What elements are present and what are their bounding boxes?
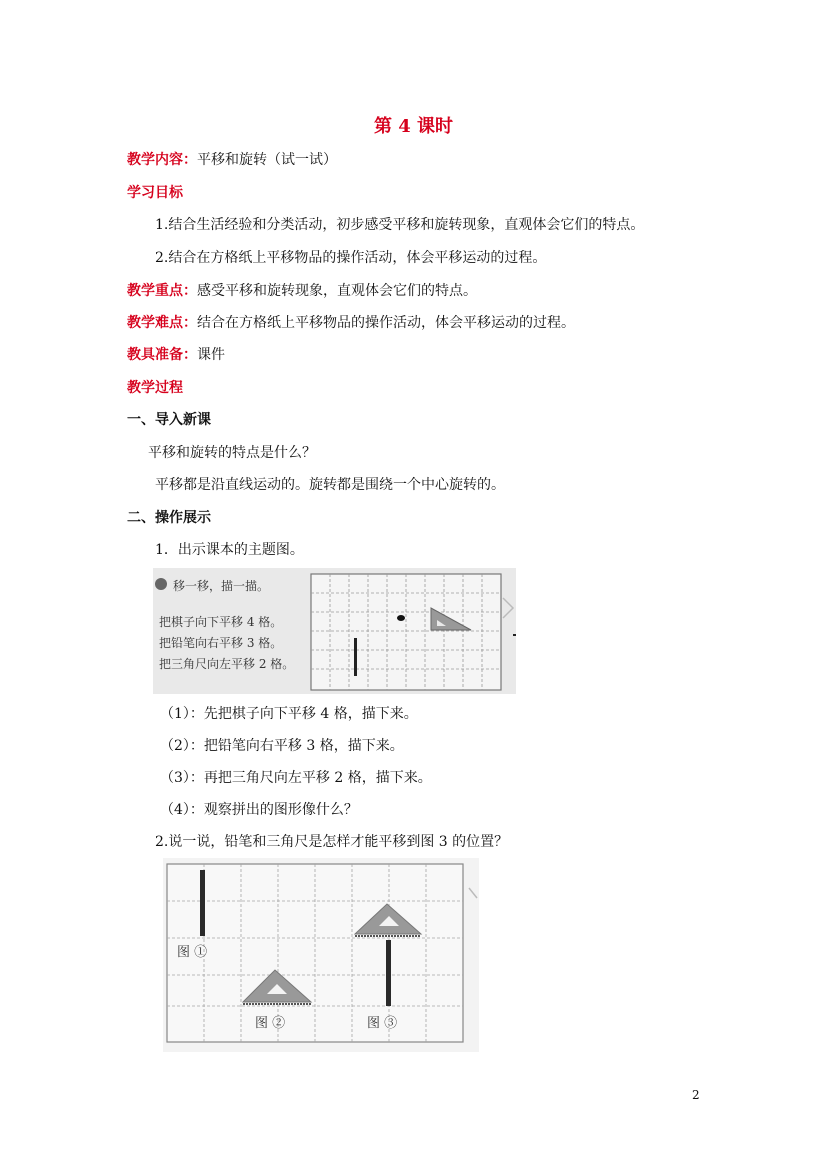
tools-label: 教具准备：: [127, 347, 197, 363]
lesson-title: 第 4 课时: [373, 116, 454, 137]
figure1-line-2: 把铅笔向右平移 3 格。: [159, 636, 283, 650]
figure1-header: 移一移，描一描。: [173, 579, 270, 593]
figure2-label-3: 图 ③: [367, 1016, 398, 1031]
key-point-text: 感受平移和旋转现象，直观体会它们的特点。: [197, 283, 477, 299]
figure2-label-2: 图 ②: [255, 1016, 286, 1031]
objective-item-2: 2.结合在方格纸上平移物品的操作活动，体会平移运动的过程。: [155, 250, 547, 266]
figure1-line-3: 把三角尺向左平移 2 格。: [159, 657, 295, 671]
content-row: [127, 150, 337, 170]
objectives-heading: 学习目标: [127, 185, 183, 201]
pencil-icon: [200, 870, 205, 936]
figure2-illustration: [163, 858, 479, 1052]
pencil-icon: [354, 638, 357, 676]
subitem-2: （2）：把铅笔向右平移 3 格，描下来。: [160, 738, 404, 754]
content-label: 教学内容：: [127, 152, 197, 168]
figure1-line-1: 把棋子向下平移 4 格。: [159, 615, 283, 629]
process-heading: 教学过程: [127, 380, 183, 396]
subitem-4: （4）：观察拼出的图形像什么？: [160, 802, 358, 818]
difficulty-text: 结合在方格纸上平移物品的操作活动，体会平移运动的过程。: [197, 315, 575, 331]
difficulty-label: 教学难点：: [127, 315, 197, 331]
tools-text: 课件: [197, 347, 225, 363]
section2-heading: 二、操作展示: [127, 510, 211, 526]
objective-item-1: 1.结合生活经验和分类活动，初步感受平移和旋转现象，直观体会它们的特点。: [155, 217, 645, 233]
pencil-icon: [386, 940, 391, 1006]
section2-step1: 1．出示课本的主题图。: [155, 542, 304, 558]
textbook-figure-1: [153, 568, 516, 694]
key-point-row: [127, 281, 477, 301]
section2-step2: 2.说一说，铅笔和三角尺是怎样才能平移到图 3 的位置？: [155, 834, 509, 850]
page-number: 2: [692, 1088, 700, 1102]
key-point-label: 教学重点：: [127, 283, 197, 299]
chess-piece-icon: [397, 615, 405, 621]
section1-heading: 一、导入新课: [127, 412, 211, 428]
section1-question: 平移和旋转的特点是什么？: [148, 445, 316, 461]
textbook-figure-2: [163, 858, 479, 1052]
figure2-label-1: 图 ①: [177, 945, 208, 960]
section1-answer: 平移都是沿直线运动的。旋转都是围绕一个中心旋转的。: [155, 477, 505, 493]
difficulty-row: [127, 313, 575, 333]
subitem-3: （3）：再把三角尺向左平移 2 格，描下来。: [160, 770, 432, 786]
tools-row: [127, 345, 225, 365]
bullet-icon: [155, 578, 167, 590]
content-text: 平移和旋转（试一试）: [197, 152, 337, 168]
subitem-1: （1）：先把棋子向下平移 4 格，描下来。: [160, 706, 418, 722]
